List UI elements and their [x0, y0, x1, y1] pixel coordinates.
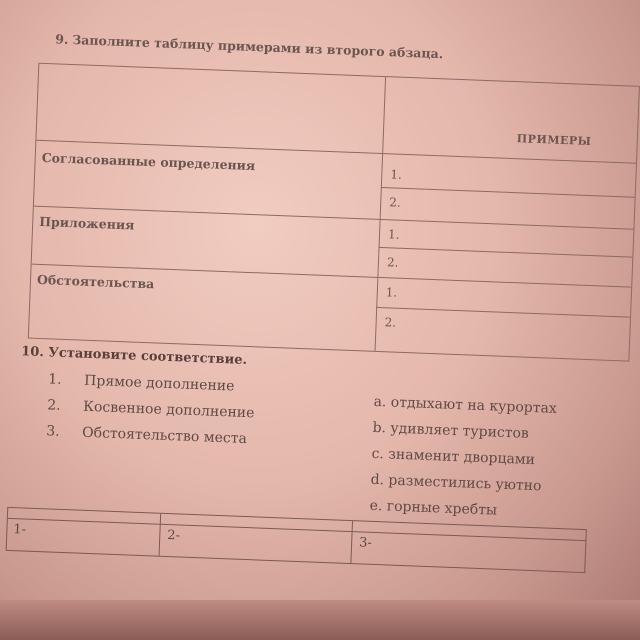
task9-title	[55, 31, 443, 61]
match-option: e. горные хребты	[369, 497, 498, 519]
worksheet-page	[0, 20, 640, 640]
page-bottom-edge	[0, 600, 640, 640]
example-number: 1.	[387, 227, 400, 242]
task9-number: 9.	[55, 31, 69, 47]
examples-table	[28, 63, 640, 362]
answer-table-divider	[8, 518, 586, 544]
table-column-divider	[375, 77, 387, 351]
match-option: d. разместились уютно	[370, 471, 542, 495]
task9-title-text: Заполните таблицу примерами из второго абзаца.	[72, 32, 444, 62]
answer-table-divider	[350, 521, 353, 563]
task10-title: 10. Установите соответствие.	[20, 344, 248, 368]
example-number: 1.	[385, 285, 398, 300]
answer-table	[6, 507, 587, 573]
match-option: a. отдыхают на курортах	[373, 393, 558, 417]
answer-cell[interactable]: 2-	[167, 528, 181, 544]
answer-table-divider	[159, 514, 162, 556]
table-row-divider	[379, 247, 633, 258]
match-item: 1. Прямое дополнение	[47, 371, 235, 395]
match-option: b. удивляет туристов	[372, 419, 530, 442]
example-number: 1.	[390, 167, 403, 182]
row-label-appositions: Приложения	[38, 213, 135, 233]
match-item: 2. Косвенное дополнение	[46, 397, 255, 422]
example-number: 2.	[389, 195, 401, 210]
row-label-adverbials: Обстоятельства	[36, 271, 155, 292]
example-number: 2.	[386, 255, 399, 270]
example-number: 2.	[384, 315, 397, 330]
examples-column-header: ПРИМЕРЫ	[516, 132, 592, 149]
table-row-divider	[381, 187, 635, 198]
table-row-divider	[376, 307, 630, 318]
answer-cell[interactable]: 1-	[13, 522, 27, 538]
match-option: c. знаменит дворцами	[371, 445, 536, 469]
answer-cell[interactable]: 3-	[358, 535, 373, 551]
row-label-agreed-attributes: Согласованные определения	[41, 149, 256, 174]
match-item: 3. Обстоятельство места	[45, 423, 248, 448]
